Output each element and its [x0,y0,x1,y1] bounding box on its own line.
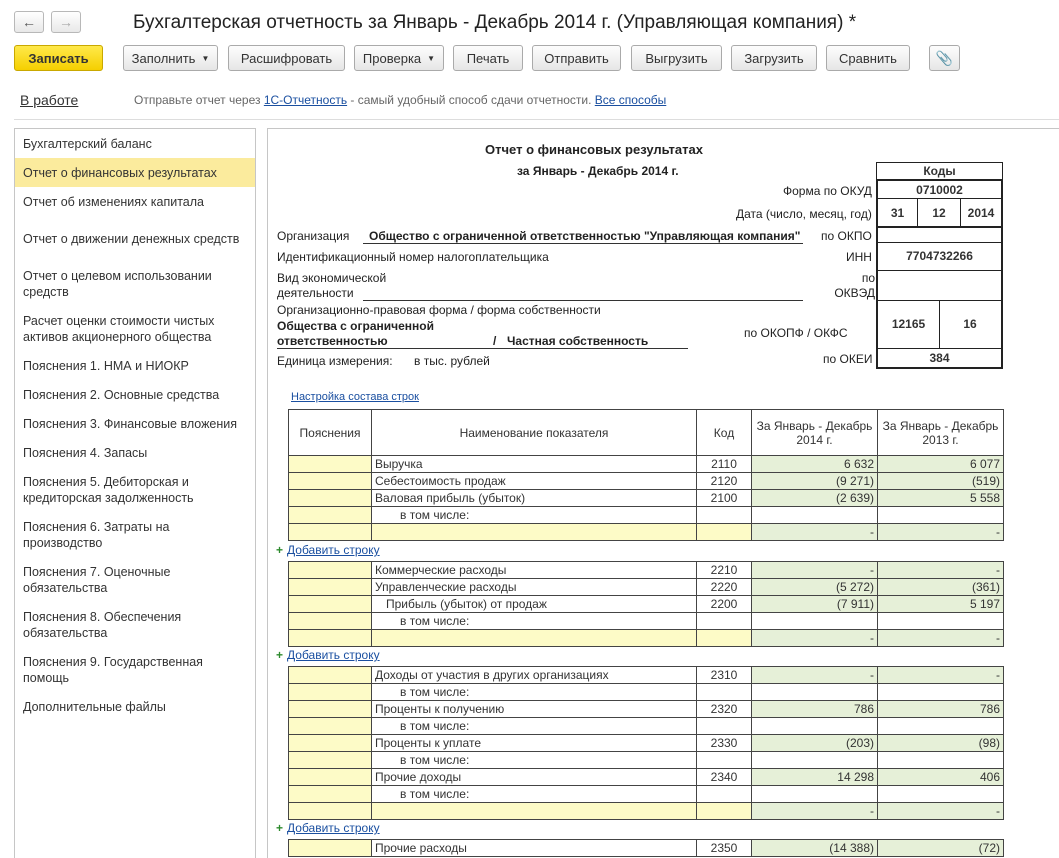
hint-text: Отправьте отчет через 1С-Отчетность - самый удобный способ сдачи отчетности. Все способы [134,93,667,107]
sidebar-item-notes-1[interactable]: Пояснения 1. НМА и НИОКР [23,358,189,373]
code-cell [697,613,752,630]
inn-short-label: ИНН [846,250,872,264]
fill-button[interactable]: Заполнить ▼ [123,45,218,71]
status-link[interactable]: В работе [20,92,79,108]
value-2013-cell[interactable]: - [878,667,1004,684]
ownership: Частная собственность [507,334,649,348]
sidebar-item-notes-6[interactable]: Пояснения 6. Затраты на производство [23,519,170,550]
notes-cell[interactable] [289,524,372,541]
arrow-left-icon: ← [22,14,36,30]
table-row [289,735,1004,752]
value-2013-cell [878,684,1004,701]
notes-cell[interactable] [289,630,372,647]
date-month: 12 [917,198,961,228]
col-code-header: Код [697,410,752,456]
attach-button[interactable] [929,45,960,71]
code-cell: 2200 [697,596,752,613]
inn-label: Идентификационный номер налогоплательщика [277,250,549,264]
value-2013-cell[interactable]: 5 558 [878,490,1004,507]
report-table-block3 [288,666,1004,820]
sidebar-item-fin-results[interactable]: Отчет о финансовых результатах [15,158,255,187]
code-cell: 2220 [697,579,752,596]
sidebar-item-capital[interactable]: Отчет об изменениях капитала [23,194,204,209]
okved-value [876,270,1003,301]
code-cell [697,803,752,820]
plus-icon: + [276,821,284,835]
report-table-head [288,409,1004,541]
org-underline [363,243,803,244]
value-2013-cell[interactable]: (361) [878,579,1004,596]
table-row [289,490,1004,507]
table-row [289,769,1004,786]
notes-cell[interactable] [289,562,372,579]
indicator-name-cell: в том числе: [372,786,697,803]
value-2013-cell[interactable]: - [878,630,1004,647]
code-cell [697,718,752,735]
sidebar-item-balance[interactable]: Бухгалтерский баланс [23,136,152,151]
report-table-block4 [288,839,1004,857]
sidebar-item-notes-3[interactable]: Пояснения 3. Финансовые вложения [23,416,238,431]
col-notes-header: Пояснения [289,410,372,456]
value-2013-cell[interactable]: (72) [878,840,1004,857]
table-row [289,473,1004,490]
table-row [289,613,1004,630]
add-row-2[interactable]: + Добавить строку [276,648,380,662]
col-period2-header: За Январь - Декабрь 2013 г. [878,410,1004,456]
indicator-name-cell: Проценты к уплате [372,735,697,752]
sidebar-item-target-use[interactable]: Отчет о целевом использовании средств [23,268,212,299]
date-label: Дата (число, месяц, год) [736,207,872,221]
indicator-name-cell: в том числе: [372,684,697,701]
indicator-name-cell: в том числе: [372,613,697,630]
legal-underline [277,348,688,349]
forward-button[interactable] [51,11,81,33]
sidebar-item-notes-2[interactable]: Пояснения 2. Основные средства [23,387,220,402]
compare-button[interactable]: Сравнить [826,45,910,71]
back-button[interactable] [14,11,44,33]
code-cell: 2120 [697,473,752,490]
notes-cell[interactable] [289,840,372,857]
indicator-name-cell: в том числе: [372,752,697,769]
code-cell [697,630,752,647]
code-cell [697,507,752,524]
table-row [289,579,1004,596]
table-row [289,456,1004,473]
window-title: Бухгалтерская отчетность за Январь - Декабрь 2014 г. (Управляющая компания) * [133,12,857,33]
code-cell: 2350 [697,840,752,857]
value-2014-cell[interactable]: (7 911) [752,596,878,613]
notes-cell[interactable] [289,613,372,630]
value-2013-cell [878,786,1004,803]
indicator-name-cell: Прочие доходы [372,769,697,786]
value-2014-cell [752,613,878,630]
code-cell [697,786,752,803]
notes-cell[interactable] [289,667,372,684]
notes-cell[interactable] [289,490,372,507]
value-2013-cell [878,718,1004,735]
notes-cell[interactable] [289,718,372,735]
settings-link[interactable]: Настройка состава строк [291,391,419,403]
value-2013-cell [878,507,1004,524]
notes-cell[interactable] [289,684,372,701]
send-button[interactable]: Отправить [532,45,621,71]
sidebar-item-notes-8[interactable]: Пояснения 8. Обеспечения обязательства [23,609,182,640]
indicator-name-cell: Проценты к получению [372,701,697,718]
report-title: Отчет о финансовых результатах [485,142,703,157]
report-area [267,128,1059,858]
date-year: 2014 [960,198,1003,228]
sidebar-item-cashflow[interactable]: Отчет о движении денежных средств [23,231,240,246]
indicator-name-cell: Выручка [372,456,697,473]
okpo-label: по ОКПО [821,229,872,243]
table-row [289,786,1004,803]
notes-cell[interactable] [289,786,372,803]
dropdown-arrow-icon: ▼ [201,53,210,63]
indicator-name-cell [372,630,697,647]
code-cell: 2320 [697,701,752,718]
value-2013-cell[interactable]: - [878,562,1004,579]
value-2013-cell[interactable]: 5 197 [878,596,1004,613]
okopf-label: по ОКОПФ / ОКФС [744,326,848,340]
indicator-name-cell: Валовая прибыль (убыток) [372,490,697,507]
value-2014-cell[interactable]: 6 632 [752,456,878,473]
value-2014-cell [752,507,878,524]
sidebar-item-notes-4[interactable]: Пояснения 4. Запасы [23,445,148,460]
table-row [289,596,1004,613]
code-cell: 2100 [697,490,752,507]
table-row [289,684,1004,701]
code-cell [697,684,752,701]
paperclip-icon: 📎 [935,49,954,66]
divider [14,119,1059,120]
unit-value: в тыс. рублей [414,354,490,368]
value-2014-cell[interactable]: - [752,524,878,541]
dropdown-arrow-icon: ▼ [427,53,436,63]
activity-label: Вид экономической деятельности [277,271,387,300]
legal-slash: / [493,334,497,348]
notes-cell[interactable] [289,579,372,596]
notes-cell[interactable] [289,456,372,473]
value-2014-cell[interactable]: - [752,803,878,820]
add-row-1[interactable]: + Добавить строку [276,543,380,557]
codes-block [876,162,1003,369]
table-row [289,667,1004,684]
sidebar-item-net-assets[interactable]: Расчет оценки стоимости чистых активов акционерного общества [23,313,215,344]
code-cell [697,752,752,769]
value-2014-cell [752,684,878,701]
export-button[interactable]: Выгрузить [631,45,722,71]
value-2013-cell[interactable]: - [878,524,1004,541]
notes-cell[interactable] [289,769,372,786]
col-name-header: Наименование показателя [372,410,697,456]
value-2014-cell[interactable]: - [752,630,878,647]
okud-label: Форма по ОКУД [783,184,872,198]
notes-cell[interactable] [289,473,372,490]
okopf-value: 12165 [876,300,940,349]
code-cell: 2340 [697,769,752,786]
indicator-name-cell: Прочие расходы [372,840,697,857]
indicator-name-cell: в том числе: [372,718,697,735]
table-row [289,562,1004,579]
org-label: Организация [277,229,350,243]
indicator-name-cell: Себестоимость продаж [372,473,697,490]
value-2013-cell[interactable]: 406 [878,769,1004,786]
code-cell: 2310 [697,667,752,684]
table-row [289,803,1004,820]
code-cell: 2330 [697,735,752,752]
okved-label: по ОКВЭД [834,271,875,300]
value-2014-cell[interactable]: 14 298 [752,769,878,786]
indicator-name-cell: Управленческие расходы [372,579,697,596]
import-button[interactable]: Загрузить [731,45,817,71]
code-cell: 2110 [697,456,752,473]
notes-cell[interactable] [289,803,372,820]
plus-icon: + [276,543,284,557]
value-2013-cell [878,613,1004,630]
table-row [289,630,1004,647]
okfs-value: 16 [939,300,1003,349]
notes-cell[interactable] [289,507,372,524]
sidebar-item-notes-9[interactable]: Пояснения 9. Государственная помощь [23,654,203,685]
indicator-name-cell [372,803,697,820]
legal-form: Общества с ограниченной ответственностью [277,319,434,348]
value-2014-cell[interactable]: (2 639) [752,490,878,507]
report-table-block2 [288,561,1004,647]
value-2014-cell [752,786,878,803]
notes-cell[interactable] [289,596,372,613]
code-cell: 2210 [697,562,752,579]
value-2014-cell [752,718,878,735]
code-cell [697,524,752,541]
value-2013-cell [878,752,1004,769]
value-2014-cell[interactable]: (203) [752,735,878,752]
indicator-name-cell [372,524,697,541]
sidebar [14,128,256,858]
codes-header: Коды [876,162,1003,180]
okpo-value [876,227,1003,243]
col-period1-header: За Январь - Декабрь 2014 г. [752,410,878,456]
okei-label: по ОКЕИ [823,352,873,366]
value-2014-cell[interactable]: (14 388) [752,840,878,857]
table-row [289,524,1004,541]
table-row [289,840,1004,857]
value-2014-cell[interactable]: (9 271) [752,473,878,490]
unit-label: Единица измерения: [277,354,393,368]
add-row-3[interactable]: + Добавить строку [276,821,380,835]
decode-button[interactable]: Расшифровать [228,45,345,71]
1c-reporting-link[interactable]: 1С-Отчетность [263,93,348,107]
date-day: 31 [876,198,918,228]
plus-icon: + [276,648,284,662]
value-2013-cell[interactable]: 6 077 [878,456,1004,473]
value-2014-cell[interactable]: - [752,562,878,579]
indicator-name-cell: Коммерческие расходы [372,562,697,579]
value-2014-cell[interactable]: (5 272) [752,579,878,596]
value-2013-cell[interactable]: - [878,803,1004,820]
indicator-name-cell: Прибыль (убыток) от продаж [372,596,697,613]
notes-cell[interactable] [289,752,372,769]
indicator-name-cell: в том числе: [372,507,697,524]
value-2013-cell[interactable]: (98) [878,735,1004,752]
value-2014-cell[interactable]: 786 [752,701,878,718]
activity-underline [363,300,803,301]
report-period: за Январь - Декабрь 2014 г. [517,164,679,178]
legal-label: Организационно-правовая форма / форма собственности [277,303,601,317]
table-row [289,718,1004,735]
inn-value: 7704732266 [876,242,1003,271]
table-row [289,701,1004,718]
indicator-name-cell: Доходы от участия в других организациях [372,667,697,684]
value-2014-cell [752,752,878,769]
value-2014-cell[interactable]: - [752,667,878,684]
value-2013-cell[interactable]: (519) [878,473,1004,490]
all-methods-link[interactable]: Все способы [594,93,667,107]
value-2013-cell[interactable]: 786 [878,701,1004,718]
notes-cell[interactable] [289,735,372,752]
sidebar-item-extra-files[interactable]: Дополнительные файлы [23,699,166,714]
sidebar-item-notes-7[interactable]: Пояснения 7. Оценочные обязательства [23,564,171,595]
org-name: Общество с ограниченной ответственностью "Управляющая компания" [369,229,801,243]
arrow-right-icon: → [59,14,73,30]
save-button[interactable]: Записать [14,45,103,71]
check-button[interactable]: Проверка ▼ [354,45,444,71]
sidebar-item-notes-5[interactable]: Пояснения 5. Дебиторская и кредиторская задолженность [23,474,194,505]
table-row [289,752,1004,769]
notes-cell[interactable] [289,701,372,718]
okud-value: 0710002 [876,179,1003,199]
table-row [289,507,1004,524]
okei-value: 384 [876,348,1003,369]
print-button[interactable]: Печать [453,45,523,71]
